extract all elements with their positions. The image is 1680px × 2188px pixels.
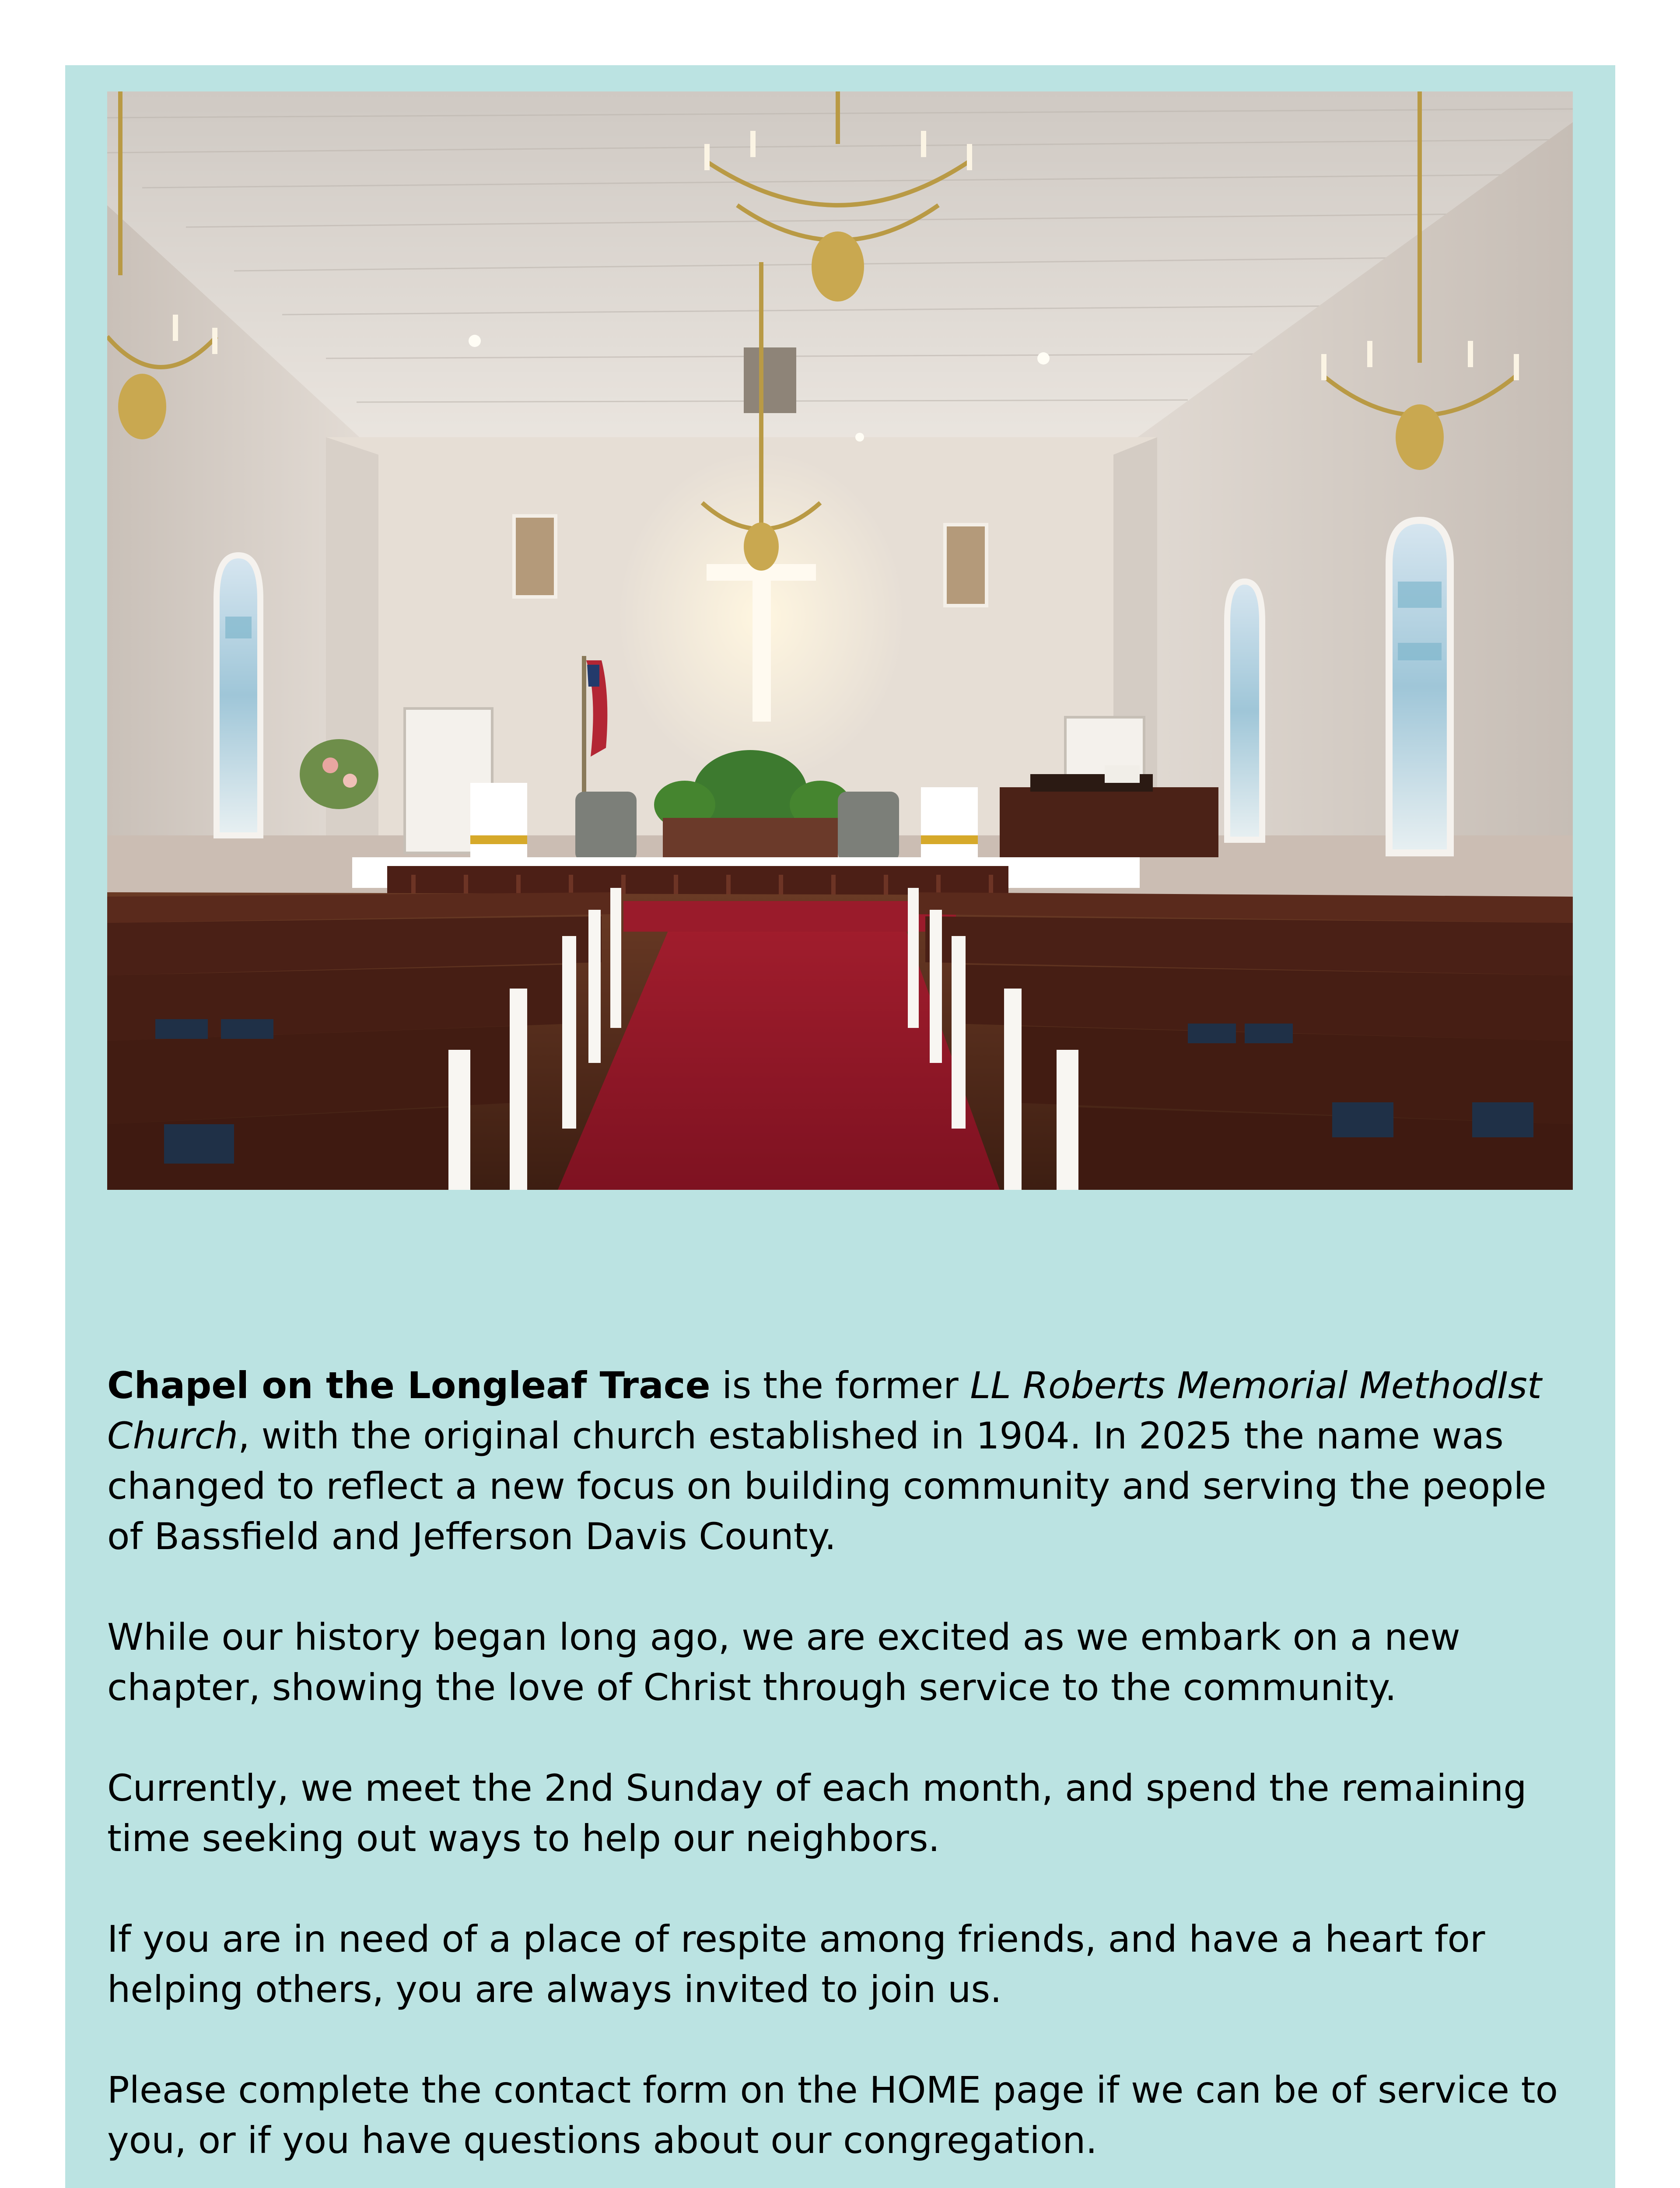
schedule-paragraph: Currently, we meet the 2nd Sunday of each month, and spend the remaining time seeking out ways to help our neighbors. (107, 1767, 1527, 1860)
intro-paragraph (107, 1360, 1586, 1562)
intro-rest: , with the original church established in 1904. In 2025 the name was changed to reflect a new focus on building community and serving the people of Bassfield and Jefferson Davis County. (107, 1414, 1547, 1558)
content-panel (65, 65, 1615, 2188)
invitation-paragraph: If you are in need of a place of respite among friends, and have a heart for helping others, you are always invited to join us. (107, 1918, 1485, 2011)
church-name: Chapel on the Longleaf Trace (107, 1364, 710, 1407)
sanctuary-photo (107, 91, 1573, 1190)
contact-paragraph: Please complete the contact form on the HOME page if we can be of service to you, or if you have questions about our congregation. (107, 2069, 1558, 2162)
about-text (107, 1360, 1586, 2188)
former-prefix: is the former (710, 1364, 970, 1407)
history-paragraph: While our history began long ago, we are excited as we embark on a new chapter, showing the love of Christ through service to the community. (107, 1616, 1460, 1709)
sanctuary-illustration (107, 91, 1573, 1190)
former-church-name: LL Roberts Memorial MethodIst Church (107, 1364, 1542, 1457)
